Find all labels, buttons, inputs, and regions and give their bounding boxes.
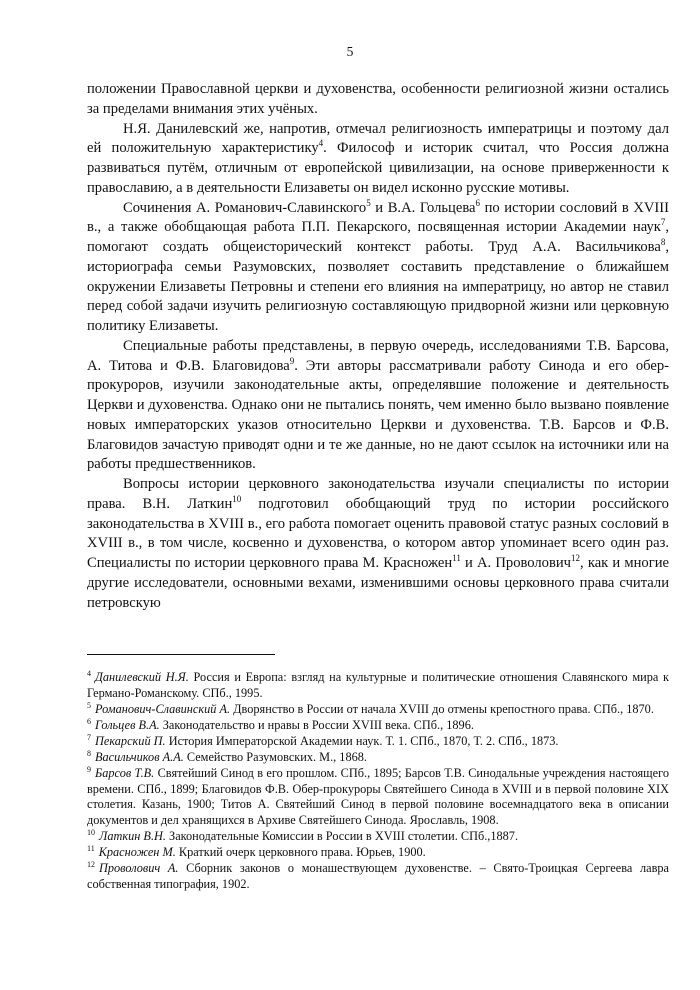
footnote: [87, 861, 669, 892]
footnote-text: Законодательство и нравы в России XVIII века. СПб., 1896.: [159, 717, 474, 732]
body-paragraph: [87, 120, 669, 199]
footnote-number: 7: [87, 732, 91, 742]
footnote-text: Святейший Синод в его прошлом. СПб., 1895; Барсов Т.В. Синодальные учреждения настоящего времени. СПб., 1899; Благовидов Ф.В. Обер-прокуроры Святейшего Синода в XVIII и в первой половине XIX столетия. Казань, 1900; Титов А. Святейший Синод в первой половине восемнадцатого века в описании документов и дел хранящихся в Архиве Святейшего Синода. Ярославль, 1908.: [87, 766, 669, 827]
footnote-text: Семейство Разумовских. М., 1868.: [183, 749, 367, 764]
footnote: [87, 718, 669, 734]
footnote-author: Пекарский П.: [95, 733, 166, 748]
page-number: 5: [346, 44, 354, 59]
body-paragraph: [87, 199, 669, 337]
footnote-separator: [87, 654, 275, 655]
footnote-text: История Императорской Академии наук. Т. 1. СПб., 1870, Т. 2. СПб., 1873.: [165, 733, 559, 748]
footnote-text: Законодательные Комиссии в России в XVIII столетии. СПб.,1887.: [165, 828, 519, 843]
footnotes: [87, 670, 669, 893]
footnote-text: Дворянство в России от начала XVIII до отмены крепостного права. СПб., 1870.: [230, 701, 654, 716]
body-paragraph: положении Православной церкви и духовенства, особенности религиозной жизни остались за пределами внимания этих учёных.: [87, 81, 669, 117]
footnote-number: 4: [87, 668, 91, 678]
footnote-text: Краткий очерк церковного права. Юрьев, 1900.: [175, 845, 426, 860]
footnote: [87, 845, 669, 861]
footnote: [87, 670, 669, 701]
footnote-number: 12: [87, 860, 95, 870]
footnote-author: Проволович А.: [99, 861, 179, 876]
footnote-reference: 7: [660, 217, 666, 228]
footnote-number: 8: [87, 748, 91, 758]
text-run: по истории сословий в XVIII в., а также обобщающая работа П.П. Пекарского, посвященная истории Академии наук: [87, 199, 669, 236]
footnote-number: 6: [87, 716, 91, 726]
footnote: [87, 702, 669, 718]
footnote-author: Барсов Т.В.: [95, 766, 155, 781]
text-run: подготовил обобщающий труд по истории российского законодательства в XVIII в., его работа помогает оценить правовой статус разных сословий в XVIII в., в том числе, косвенно и духовенства, о котором автор упоминает всего один раз. Специалисты по истории церковного права М. Красножен: [87, 495, 669, 571]
footnote-number: 10: [87, 827, 95, 837]
footnote: [87, 750, 669, 766]
footnote-reference: 6: [475, 197, 481, 208]
footnote-reference: 10: [232, 493, 242, 504]
footnote: [87, 734, 669, 750]
text-run: . Философ и историк считал, что Россия должна развиваться путём, отличным от европейской цивилизации, на основе приверженности к православию, а в деятельности Елизаветы он видел исконно русские мотивы.: [87, 140, 669, 196]
footnote-reference: 8: [660, 237, 666, 248]
body-paragraph: [87, 337, 669, 475]
text-run: , помогают создать общеисторический контекст работы. Труд А.А. Васильчикова: [87, 219, 669, 255]
footnote: [87, 766, 669, 828]
body-text: [87, 80, 669, 613]
text-run: и А. Проволович: [460, 555, 572, 571]
footnote-text: Сборник законов о монашествующем духовенстве. – Свято-Троицкая Сергеева лавра собственная типография, 1902.: [87, 861, 669, 891]
text-run: , историографа семьи Разумовских, позволяет составить представление о ближайшем окружении Елизаветы Петровны и степени его влияния на императрицу, но автор не ставил перед собой задачи изучить религиозную составляющую придворной жизни или церковную политику Елизаветы.: [87, 239, 669, 334]
footnote-reference: 12: [571, 553, 581, 564]
footnote-number: 11: [87, 843, 95, 853]
text-run: , как и многие другие исследователи, основными вехами, изменившими основы церковного права считали петровскую: [87, 555, 670, 611]
text-run: Сочинения А. Романович-Славинского: [123, 199, 367, 216]
body-paragraph: [87, 475, 669, 613]
footnote-author: Данилевский Н.Я.: [95, 670, 189, 684]
footnote-number: 9: [87, 764, 91, 774]
text-run: . Эти авторы рассматривали работу Синода и его обер-прокуроров, изучили законодательные акты, определявшие положение и деятельность Церкви и духовенства. Однако они не пытались понять, чем именно было вызвано появление новых императорских указов относительно Церкви и духовенства. Т.В. Барсов и Ф.В. Благовидов зачастую приводят одни и те же данные, но не дают ссылок на источники или на работы предшественников.: [87, 357, 669, 473]
footnote-author: Романович-Славинский А.: [95, 701, 231, 716]
footnote-reference: 9: [289, 355, 295, 366]
footnote-author: Васильчиков А.А.: [95, 749, 184, 764]
footnote-author: Латкин В.Н.: [99, 828, 166, 843]
footnote-author: Красножен М.: [98, 845, 176, 860]
footnote: [87, 829, 669, 845]
footnote-number: 5: [87, 700, 91, 710]
footnote-reference: 5: [366, 197, 371, 208]
footnote-text: Россия и Европа: взгляд на культурные и политические отношения Славянского мира к Германо-Романскому. СПб., 1995.: [87, 670, 669, 700]
text-run: и В.А. Гольцева: [370, 199, 476, 216]
footnote-reference: 11: [452, 553, 461, 564]
text-run: Вопросы истории церковного законодательства изучали специалисты по истории права. В.Н. Латкин: [87, 476, 669, 512]
footnote-reference: 4: [318, 138, 324, 149]
text-run: Специальные работы представлены, в первую очередь, исследованиями Т.В. Барсова, А. Титова и Ф.В. Благовидова: [87, 337, 669, 374]
footnote-author: Гольцев В.А.: [95, 717, 160, 732]
text-run: Н.Я. Данилевский же, напротив, отмечал религиозность императрицы и поэтому дал ей положительную характеристику: [87, 120, 669, 157]
